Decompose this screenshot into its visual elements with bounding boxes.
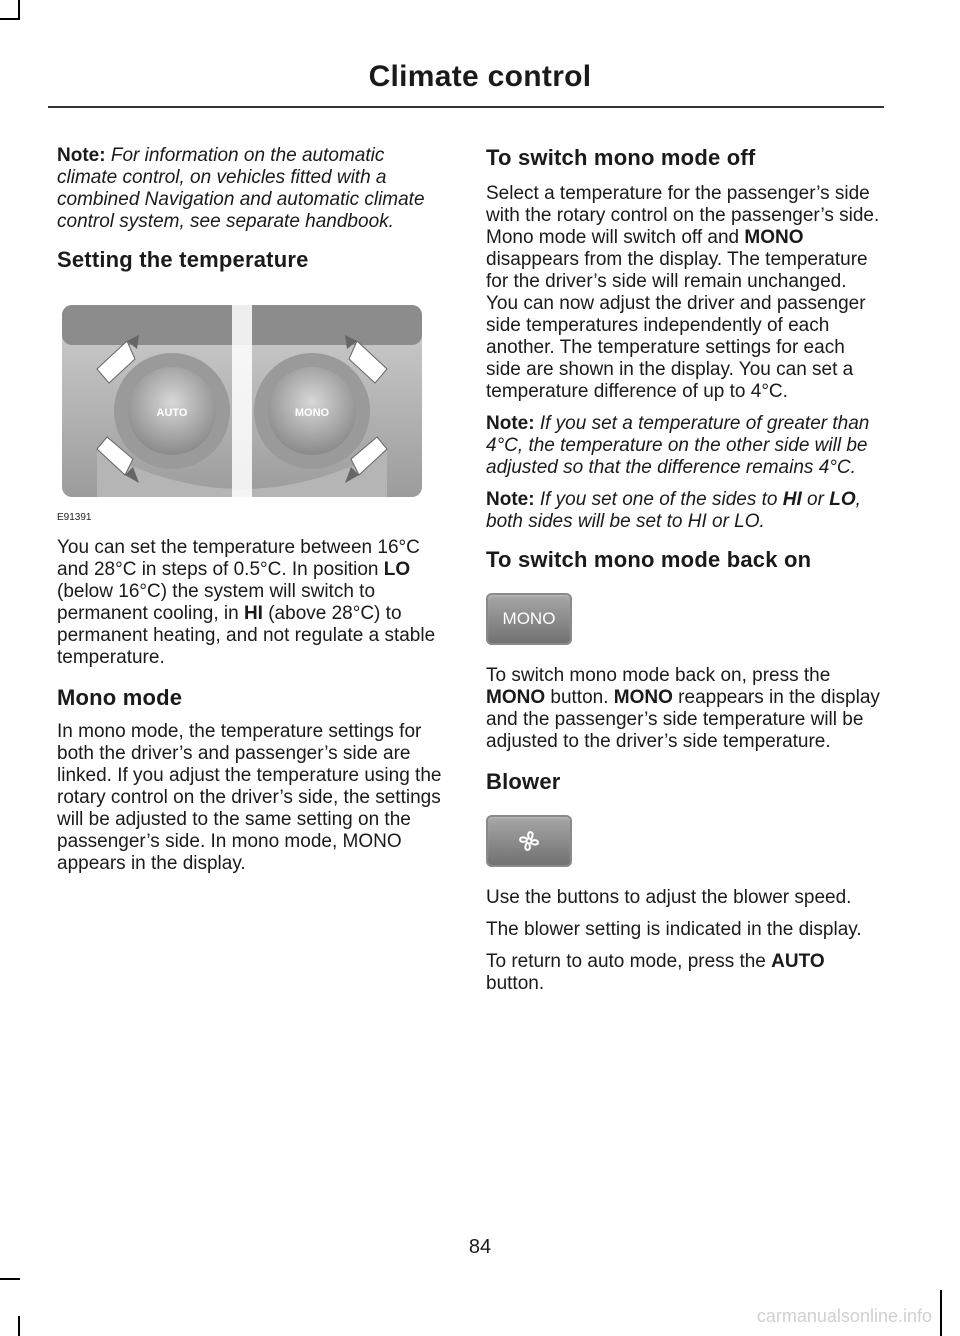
heading-mono-back-on: To switch mono mode back on (486, 547, 812, 572)
crop-mark (18, 1316, 20, 1336)
mono-on-paragraph: To switch mono mode back on, press the MONO button. MONO reappears in the display and the passenger’s side temperature will be adjusted to the driver’s side temperature. (486, 665, 880, 752)
auto-knob-label: AUTO (156, 407, 188, 419)
heading-mono-off: To switch mono mode off (486, 145, 756, 170)
title-divider (48, 106, 884, 108)
note-temperature-difference: Note: If you set a temperature of greater than 4°C, the temperature on the other side will be adjusted so that the difference remains 4°C. (486, 413, 870, 478)
fan-icon (514, 826, 544, 856)
climate-control-figure (57, 299, 449, 523)
mono-mode-paragraph: In mono mode, the temperature settings for both the driver’s and passenger’s side are linked. If you adjust the temperature using the rotary control on the driver’s side, the settings will be adjusted to the same setting on the passenger’s side. In mono mode, MONO appears in the display. (57, 721, 442, 874)
mono-button-illustration (486, 593, 572, 645)
heading-mono-mode: Mono mode (57, 685, 183, 710)
climate-panel-illustration (57, 299, 427, 505)
blower-button-illustration (486, 815, 572, 867)
heading-blower: Blower (486, 769, 561, 794)
crop-mark (18, 0, 20, 20)
left-column (57, 145, 449, 885)
page-number: 84 (468, 1236, 492, 1258)
note-automatic-climate: Note: For information on the automatic climate control, on vehicles fitted with a combined Navigation and automatic climate control system, see separate handbook. (57, 145, 425, 232)
crop-mark (0, 18, 20, 20)
crop-mark (0, 1278, 20, 1280)
page-title: Climate control (368, 60, 592, 93)
heading-setting-temperature: Setting the temperature (57, 247, 309, 272)
watermark: carmanualsonline.info (756, 1306, 932, 1326)
blower-paragraph-1: Use the buttons to adjust the blower speed. (486, 887, 852, 908)
mono-button-label: MONO (502, 609, 556, 628)
auto-mode-paragraph: To return to auto mode, press the AUTO button. (486, 951, 825, 994)
crop-mark (940, 1290, 942, 1336)
figure-id: E91391 (57, 512, 92, 523)
mono-off-paragraph: Select a temperature for the passenger’s side with the rotary control on the passenger’s side. Mono mode will switch off and MONO disappears from the display. The temperature for the driver’s side will remain unchanged. You can now adjust the driver and passenger side temperatures independently of each another. The temperature settings for each side are shown in the display. You can set a temperature difference of up to 4°C. (486, 183, 880, 402)
blower-paragraph-2: The blower setting is indicated in the display. (486, 919, 862, 940)
mono-knob-label: MONO (294, 407, 330, 419)
temperature-paragraph: You can set the temperature between 16°C and 28°C in steps of 0.5°C. In position LO (below 16°C) the system will switch to permanent cooling, in HI (above 28°C) to permanent heating, and not regulate a stable temperature. (57, 537, 436, 668)
right-column (486, 145, 880, 1005)
note-hi-lo: Note: If you set one of the sides to HI or LO, both sides will be set to HI or LO. (486, 489, 861, 532)
